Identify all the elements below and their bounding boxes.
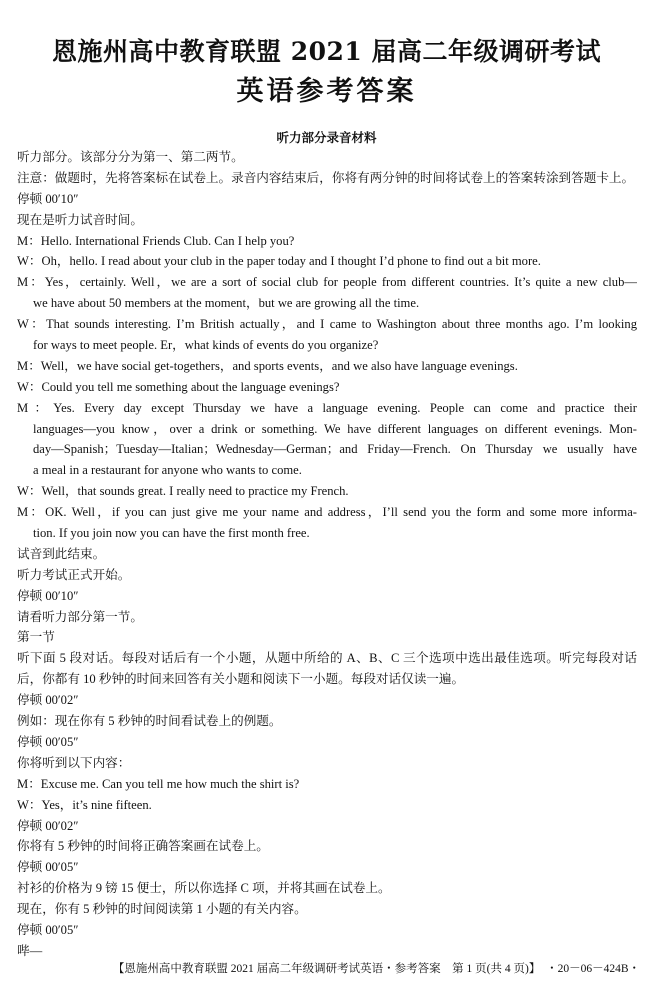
- transcript-line: W：That sounds interesting. I’m British actually，and I came to Washington about three months ago. I’m looking: [17, 317, 637, 332]
- transcript-line: 你将有 5 秒钟的时间将正确答案画在试卷上。: [17, 839, 269, 854]
- transcript-line: 听力考试正式开始。: [17, 567, 131, 582]
- transcript-line: M：Well，we have social get-togethers，and sports events，and we also have language evenings.: [17, 358, 518, 373]
- transcript-line: 第一节: [17, 630, 55, 645]
- transcript-line: 停顿 00′02″: [17, 818, 79, 833]
- transcript-line: W：Oh，hello. I read about your club in the paper today and I thought I’d phone to find out a bit more.: [17, 254, 541, 269]
- transcript-line: 衬衫的价格为 9 镑 15 便士，所以你选择 C 项，并将其画在试卷上。: [17, 881, 391, 896]
- transcript-line: 现在是听力试音时间。: [17, 212, 143, 227]
- transcript-line: W：Yes，it’s nine fifteen.: [17, 797, 152, 812]
- document-subtitle: 英语参考答案: [236, 76, 417, 107]
- transcript-line: 听下面 5 段对话。每段对话后有一个小题，从题中所给的 A、B、C 三个选项中选出最佳选项。听完每段对话: [17, 651, 637, 666]
- transcript-line: 注意：做题时，先将答案标在试卷上。录音内容结束后，你将有两分钟的时间将试卷上的答案转涂到答题卡上。: [17, 170, 635, 185]
- transcript-line: 试音到此结束。: [17, 546, 106, 561]
- transcript-line: we have about 50 members at the moment，but we are growing all the time.: [33, 296, 420, 311]
- transcript-line: M：Yes，certainly. Well，we are a sort of social club for people from different countries. It’s quite a new club—: [17, 275, 637, 290]
- transcript-line: W：Could you tell me something about the language evenings?: [17, 379, 340, 394]
- transcript-line: tion. If you join now you can have the first month free.: [33, 526, 310, 541]
- transcript-line: M：Yes. Every day except Thursday we have a language evening. People can come and practice their: [17, 400, 637, 415]
- transcript-line: 停顿 00′02″: [17, 693, 79, 708]
- transcript-line: a meal in a restaurant for anyone who wants to come.: [33, 463, 302, 478]
- transcript-line: 后，你都有 10 秒钟的时间来回答有关小题和阅读下一小题。每段对话仅读一遍。: [17, 672, 465, 687]
- transcript-line: 停顿 00′10″: [17, 191, 79, 206]
- transcript-line: M：OK. Well，if you can just give me your name and address，I’ll send you the form and some more informa-: [17, 505, 637, 520]
- page-footer: 【恩施州高中教育联盟 2021 届高二年级调研考试英语・参考答案 第 1 页(共 4 页)】 ・20－06－424B・: [112, 963, 640, 975]
- transcript-line: 现在，你有 5 秒钟的时间阅读第 1 小题的有关内容。: [17, 902, 307, 917]
- transcript-line: 听力部分。该部分分为第一、第二两节。: [17, 150, 244, 164]
- transcript-line: 停顿 00′05″: [17, 860, 79, 875]
- transcript-line: 停顿 00′10″: [17, 588, 79, 603]
- transcript-line: M：Excuse me. Can you tell me how much the shirt is?: [17, 776, 300, 791]
- transcript-line: for ways to meet people. Er，what kinds of events do you organize?: [33, 338, 379, 353]
- transcript-line: 请看听力部分第一节。: [17, 609, 143, 624]
- transcript-line: 停顿 00′05″: [17, 734, 79, 749]
- transcript-line: 哔—: [17, 943, 43, 958]
- transcript-line: languages—you know，over a drink or something. We have different languages on different evenings. Mon-: [33, 421, 637, 436]
- transcript-line: M：Hello. International Friends Club. Can I help you?: [17, 233, 295, 248]
- transcript-line: W：Well，that sounds great. I really need to practice my French.: [17, 484, 349, 499]
- section-title: 听力部分录音材料: [276, 130, 377, 145]
- listening-transcript: [17, 147, 637, 962]
- transcript-line: 停顿 00′05″: [17, 922, 79, 937]
- transcript-line: day—Spanish；Tuesday—Italian；Wednesday—German；and Friday—French. On Thursday we usually have: [33, 442, 637, 457]
- transcript-line: 例如：现在你有 5 秒钟的时间看试卷上的例题。: [17, 714, 282, 729]
- transcript-line: 你将听到以下内容：: [17, 755, 131, 770]
- exam-title: 恩施州高中教育联盟 2021 届高二年级调研考试: [52, 37, 601, 66]
